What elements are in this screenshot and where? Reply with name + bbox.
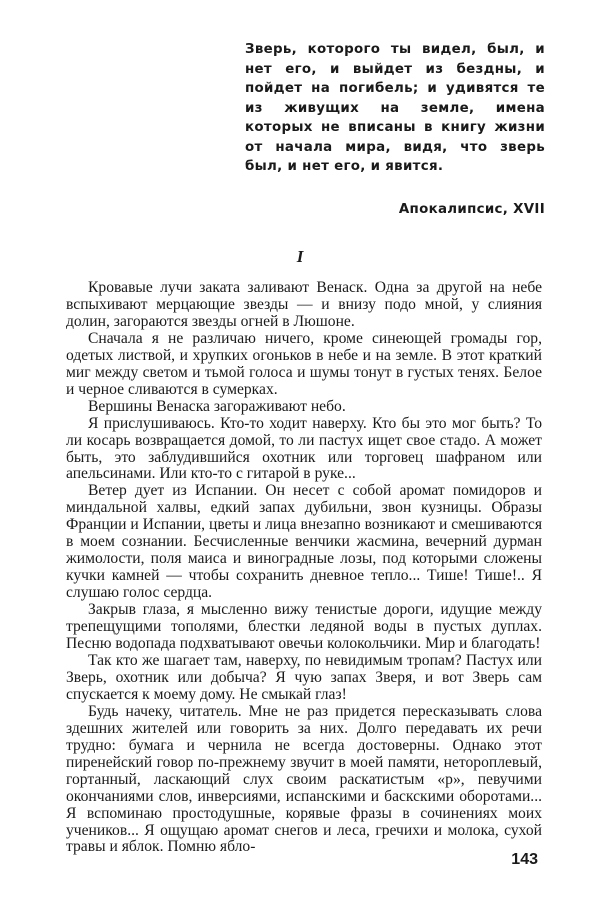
- paragraph: Кровавые лучи заката заливают Венаск. Одна за другой на небе вспыхивают мерцающие звезды — и внизу подо мной, у слияния долин, загораются звезды огней в Люшоне.: [66, 279, 542, 330]
- body-text: [66, 280, 542, 856]
- paragraph: Закрыв глаза, я мысленно вижу тенистые дороги, идущие между трепещущими тополями, блестки ледяной воды в пустых дуплах. Песню водопада подхватывают овечьи колокольчики. Мир и благодать!: [66, 601, 542, 653]
- paragraph: Ветер дует из Испании. Он несет с собой аромат помидоров и миндальной халвы, едкий запах дубильни, звон кузницы. Образы Франции и Испании, цветы и лица внезапно возникают и смешиваются в моем сознании. Бесчисленные венчики жасмина, вечерний дурман жимолости, поля маиса и виноградные лозы, под которыми сложены кучки камней — чтобы сохранить дневное тепло... Тише! Тише!.. Я слушаю голос сердца.: [66, 482, 542, 602]
- paragraph: Вершины Венаска загораживают небо.: [88, 397, 346, 415]
- paragraph: Будь начеку, читатель. Мне не раз придется пересказывать слова здешних жителей или говорить за них. Долго передавать их речи трудно: бумага и чернила не всегда достоверны. Однако этот пиренейский говор по-прежнему звучит в моей памяти, нетороплевый, гортанный, ласкающий слух своим раскатистым «р», певучими окончаниями слов, инверсиями, испанскими и баскскими оборотами... Я вспоминаю простодушные, корявые фразы в сочинениях моих учеников... Я ощущаю аромат снегов и леса, гречихи и молока, сухой травы и яблок. Помню ябло-: [66, 702, 542, 856]
- epigraph-source: Апокалипсис, XVII: [398, 202, 545, 217]
- page-number: 143: [511, 851, 538, 868]
- paragraph: Сначала я не различаю ничего, кроме синеющей громады гор, одетых листвой, и хрупких огоньков в небе и на земле. В этот краткий миг между светом и тьмой голоса и шумы тонут в густых тенях. Белое и черное сливаются в сумерках.: [66, 329, 542, 398]
- epigraph: Зверь, которого ты видел, был, и нет его, и выйдет из бездны, и пойдет на погибель; и удивятся те из живущих на земле, имена которых не вписаны в книгу жизни от начала мира, видя, что зверь был, и нет его, и явится.: [245, 42, 545, 174]
- paragraph: Так кто же шагает там, наверху, по невидимым тропам? Пастух или Зверь, охотник или добыча? Я чую запах Зверя, и вот Зверь сам спускается к моему дому. Не смыкай глаз!: [66, 651, 542, 703]
- chapter-number: I: [296, 247, 304, 266]
- paragraph: Я прислушиваюсь. Кто-то ходит наверху. Кто бы это мог быть? То ли косарь возвращается домой, то ли пастух ищет свое стадо. А может быть, это заблудившийся охотник или торговец шафраном или апельсинами. Или кто-то с гитарой в руке...: [66, 414, 542, 483]
